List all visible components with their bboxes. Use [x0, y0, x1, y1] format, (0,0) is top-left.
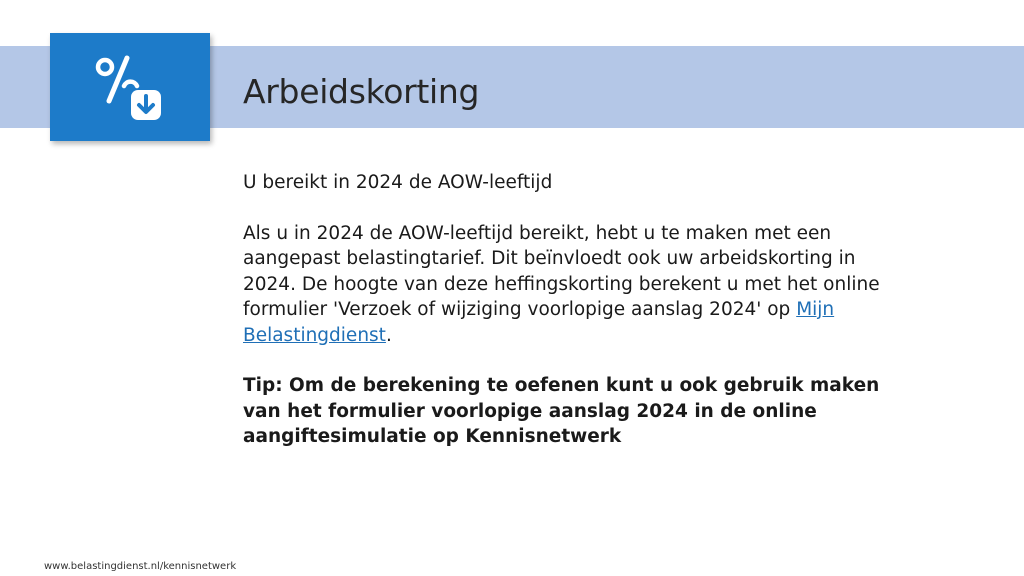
percent-download-icon	[94, 55, 166, 123]
mijn-belastingdienst-link[interactable]: Mijn Belastingdienst	[243, 299, 835, 346]
main-content	[243, 170, 893, 450]
subtitle: U bereikt in 2024 de AOW-leeftijd	[243, 172, 553, 193]
tip-text: Tip: Om de berekening te oefenen kunt u ook gebruik maken van het formulier voorlopige aanslag 2024 in de online aangiftesimulatie op Kennisnetwerk	[243, 375, 880, 447]
body-paragraph-end: .	[385, 324, 392, 346]
page-title: Arbeidskorting	[243, 72, 480, 111]
body-paragraph	[243, 221, 893, 349]
footer-url: www.belastingdienst.nl/kennisnetwerk	[44, 561, 237, 572]
logo-tile	[50, 33, 210, 141]
body-paragraph-text: Als u in 2024 de AOW-leeftijd bereikt, hebt u te maken met een aangepast belastingtarief. Dit beïnvloedt ook uw arbeidskorting in 2024. De hoogte van deze heffingskorting berekent u met het online formulier 'Verzoek of wijziging voorlopige aanslag 2024' op	[243, 222, 880, 320]
